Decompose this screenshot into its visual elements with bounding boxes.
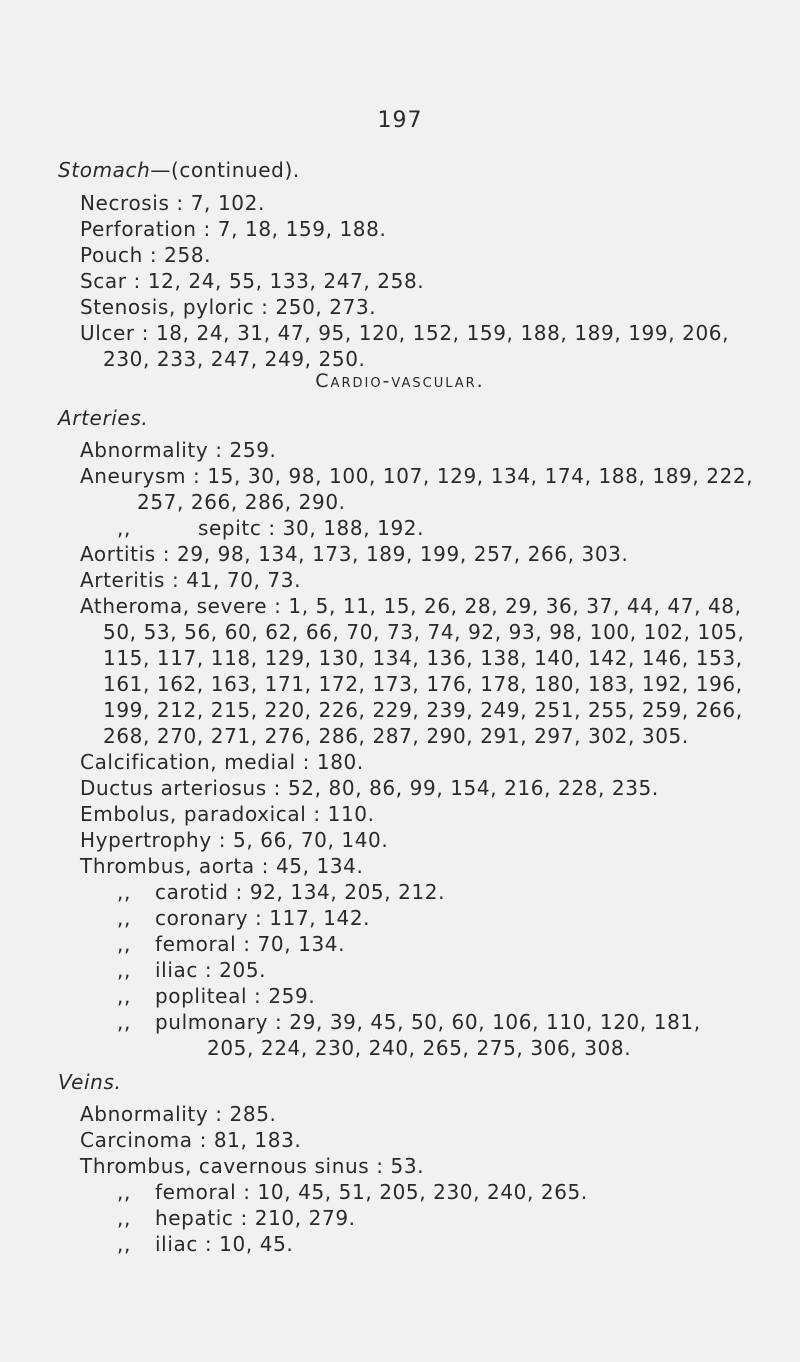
index-entry: Arteritis : 41, 70, 73. <box>80 568 302 592</box>
index-entry-continuation: 257, 266, 286, 290. <box>137 490 346 514</box>
index-subentry: pulmonary : 29, 39, 45, 50, 60, 106, 110, 120, 181, <box>155 1010 701 1034</box>
index-entry-continuation: 161, 162, 163, 171, 172, 173, 176, 178, 180, 183, 192, 196, <box>103 672 743 696</box>
ditto-mark: ,, <box>117 984 131 1008</box>
index-subentry: carotid : 92, 134, 205, 212. <box>155 880 446 904</box>
index-entry: Ulcer : 18, 24, 31, 47, 95, 120, 152, 159, 188, 189, 199, 206, <box>80 321 730 345</box>
index-entry: Scar : 12, 24, 55, 133, 247, 258. <box>80 269 425 293</box>
index-entry: Stenosis, pyloric : 250, 273. <box>80 295 377 319</box>
index-entry-continuation: 230, 233, 247, 249, 250. <box>103 347 366 371</box>
index-entry: Perforation : 7, 18, 159, 188. <box>80 217 387 241</box>
index-entry: Calcification, medial : 180. <box>80 750 364 774</box>
index-subentry: hepatic : 210, 279. <box>155 1206 356 1230</box>
index-entry: Abnormality : 285. <box>80 1102 277 1126</box>
index-subentry: iliac : 10, 45. <box>155 1232 294 1256</box>
index-entry-continuation: 199, 212, 215, 220, 226, 229, 239, 249, 251, 255, 259, 266, <box>103 698 743 722</box>
index-subentry: coronary : 117, 142. <box>155 906 371 930</box>
ditto-mark: ,, <box>117 1206 131 1230</box>
index-entry: Thrombus, cavernous sinus : 53. <box>80 1154 425 1178</box>
index-entry: Abnormality : 259. <box>80 438 277 462</box>
index-entry: Aneurysm : 15, 30, 98, 100, 107, 129, 134, 174, 188, 189, 222, <box>80 464 754 488</box>
ditto-mark: ,, <box>117 1180 131 1204</box>
index-subentry: sepitc : 30, 188, 192. <box>198 516 425 540</box>
index-subentry: femoral : 70, 134. <box>155 932 346 956</box>
stomach-heading <box>58 157 300 183</box>
ditto-mark: ,, <box>117 932 131 956</box>
ditto-mark: ,, <box>117 880 131 904</box>
index-subentry: iliac : 205. <box>155 958 267 982</box>
index-entry: Pouch : 258. <box>80 243 212 267</box>
index-entry-continuation: 268, 270, 271, 276, 286, 287, 290, 291, 297, 302, 305. <box>103 724 689 748</box>
ditto-mark: ,, <box>117 958 131 982</box>
ditto-mark: ,, <box>117 906 131 930</box>
ditto-mark: ,, <box>117 516 131 540</box>
veins-heading: Veins. <box>58 1070 122 1094</box>
index-entry-continuation: 205, 224, 230, 240, 265, 275, 306, 308. <box>207 1036 632 1060</box>
section-title: Cardio-vascular. <box>315 370 485 392</box>
index-entry: Ductus arteriosus : 52, 80, 86, 99, 154, 216, 228, 235. <box>80 776 659 800</box>
index-entry: Necrosis : 7, 102. <box>80 191 265 215</box>
arteries-heading: Arteries. <box>58 406 149 430</box>
stomach-heading-label: Stomach <box>58 158 151 182</box>
index-entry: Carcinoma : 81, 183. <box>80 1128 302 1152</box>
index-entry: Embolus, paradoxical : 110. <box>80 802 375 826</box>
index-entry: Atheroma, severe : 1, 5, 11, 15, 26, 28, 29, 36, 37, 44, 47, 48, <box>80 594 742 618</box>
index-entry-continuation: 115, 117, 118, 129, 130, 134, 136, 138, 140, 142, 146, 153, <box>103 646 743 670</box>
stomach-heading-suffix: —(continued). <box>150 158 300 182</box>
ditto-mark: ,, <box>117 1010 131 1034</box>
ditto-mark: ,, <box>117 1232 131 1256</box>
index-entry: Hypertrophy : 5, 66, 70, 140. <box>80 828 389 852</box>
page-number: 197 <box>377 108 423 133</box>
index-subentry: popliteal : 259. <box>155 984 316 1008</box>
index-subentry: femoral : 10, 45, 51, 205, 230, 240, 265. <box>155 1180 588 1204</box>
index-entry: Aortitis : 29, 98, 134, 173, 189, 199, 257, 266, 303. <box>80 542 629 566</box>
index-entry: Thrombus, aorta : 45, 134. <box>80 854 364 878</box>
index-entry-continuation: 50, 53, 56, 60, 62, 66, 70, 73, 74, 92, 93, 98, 100, 102, 105, <box>103 620 745 644</box>
